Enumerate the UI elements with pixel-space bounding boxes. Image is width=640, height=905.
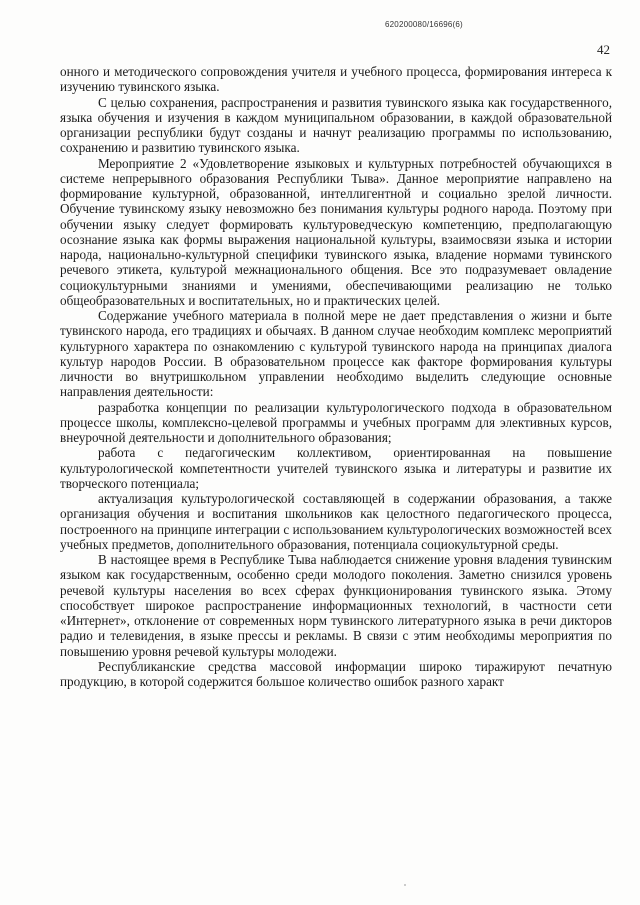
list-item: разработка концепции по реализации культурологического подхода в образовательном процессе школы, комплексно-целевой программы и учебных программ для элективных курсов, внеурочной деятельности и дополнительного образования; <box>60 399 612 445</box>
list-item: актуализация культурологической составляющей в содержании образования, а также организация обучения и воспитания школьников как целостного педагогического процесса, построенного на принципе интеграции с использованием культурологических возможностей всех учебных предметов, дополнительного образования, потенциала социокультурной среды. <box>60 491 612 552</box>
document-code: 620200080/16696(6) <box>385 20 463 29</box>
paragraph: онного и методического сопровождения учителя и учебного процесса, формирования интереса к изучению тувинского языка. <box>60 64 612 95</box>
list-item: работа с педагогическим коллективом, ориентированная на повышение культурологической компетентности учителей тувинского языка и литературы и развитие их творческого потенциала; <box>60 445 612 491</box>
page-number: 42 <box>597 42 610 57</box>
body-text <box>60 64 612 689</box>
paragraph: С целью сохранения, распространения и развития тувинского языка как государственного, языка обучения и изучения в каждом муниципальном образовании, в каждой образовательной организации республики будут созданы и начнут реализацию программы по использованию, сохранению и развитию тувинского языка. <box>60 94 612 156</box>
scan-artifact <box>404 884 406 886</box>
paragraph: Мероприятие 2 «Удовлетворение языковых и культурных потребностей обучающихся в системе непрерывного образования Республики Тыва». Данное мероприятие направлено на формирование культурной, образованной, интеллигентной и социально зрелой личности. Обучение тувинскому языку невозможно без понимания культуры родного народа. Поэтому при обучении языку следует формировать культуроведческую компетенцию, предполагающую осознание языка как формы выражения национальной культуры, взаимосвязи языка и истории народа, национально-культурной специфики тувинского языка, владение нормами тувинского речевого этикета, культурой межнационального общения. Все это подразумевает овладение социокультурными знаниями и умениями, обеспечивающими реализацию не только общеобразовательных и воспитательных, но и практических целей. <box>60 155 612 308</box>
paragraph: Содержание учебного материала в полной мере не дает представления о жизни и быте тувинского народа, его традициях и обычаях. В данном случае необходим комплекс мероприятий культурного характера по ознакомлению с культурой тувинского народа на принципах диалога культур народов России. В образовательном процессе как факторе формирования культуры личности во внутришкольном управлении необходимо выделить следующие основные направления деятельности: <box>60 308 612 400</box>
paragraph: Республиканские средства массовой информации широко тиражируют печатную продукцию, в которой содержится большое количество ошибок разного характ <box>60 658 612 689</box>
paragraph: В настоящее время в Республике Тыва наблюдается снижение уровня владения тувинским языком как государственным, особенно среди молодого поколения. Заметно снизился уровень речевой культуры населения во всех сферах функционирования тувинского языка. Этому способствует широкое распространение информационных технологий, в частности сети «Интернет», отклонение от современных норм тувинского литературного языка в речи дикторов радио и телевидения, в языке прессы и рекламы. В связи с этим необходимы мероприятия по повышению уровня речевой культуры молодежи. <box>60 552 612 659</box>
